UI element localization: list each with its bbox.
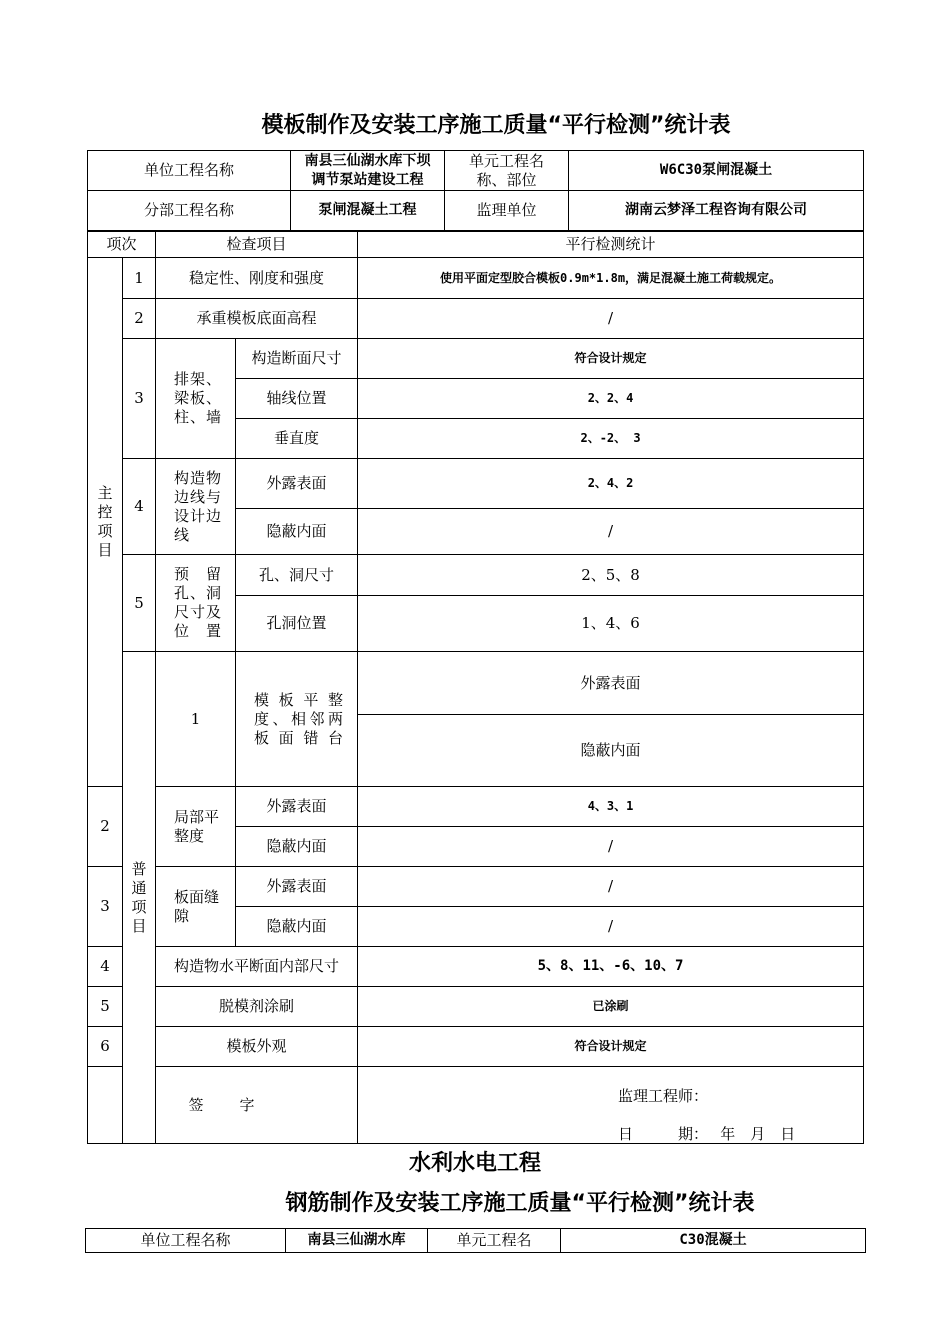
unit-project-value: 南县三仙湖水库下坝调节泵站建设工程 (291, 151, 445, 191)
row-item: 稳定性、刚度和强度 (156, 258, 358, 299)
row-value: 符合设计规定 (358, 1027, 864, 1067)
row-value: 符合设计规定 (358, 339, 864, 379)
row-subitem: 隐蔽内面 (236, 907, 358, 947)
row-group: 排架、梁板、柱、墙 (156, 339, 236, 459)
element-value: W6C30泵闸混凝土 (569, 151, 864, 191)
row-no: 1 (156, 652, 236, 787)
unit-project-label: 单位工程名称 (88, 151, 291, 191)
row-subitem: 隐蔽内面 (236, 827, 358, 867)
row-group: 模板平整度、相邻两板面错台 (236, 652, 358, 787)
row-no: 4 (88, 947, 123, 987)
header-table-2 (85, 1228, 866, 1253)
row-value: 1、4、6 (358, 596, 864, 652)
row-value: / (358, 827, 864, 867)
row-subitem: 外露表面 (236, 459, 358, 509)
row-no: 2 (123, 299, 156, 339)
engineer-label: 监理工程师： (618, 1087, 709, 1105)
section-title: 水利水电工程 (408, 1151, 541, 1176)
element-value-2: C30混凝土 (561, 1229, 866, 1253)
sub-project-value: 泵闸混凝土工程 (291, 191, 445, 231)
row-value: / (358, 907, 864, 947)
row-subitem: 孔、洞尺寸 (236, 555, 358, 596)
row-subitem: 隐蔽内面 (236, 509, 358, 555)
row-no: 3 (88, 867, 123, 947)
group-main: 主控项目 (88, 258, 123, 787)
element-label: 单元工程名称、部位 (445, 151, 569, 191)
row-no: 2 (88, 787, 123, 867)
row-item: 脱模剂涂刷 (156, 987, 358, 1027)
form-title-2: 钢筋制作及安装工序施工质量“平行检测”统计表 (285, 1191, 755, 1216)
row-group: 局部平整度 (156, 787, 236, 867)
header-table (87, 150, 864, 231)
row-no: 6 (88, 1027, 123, 1067)
row-subitem: 垂直度 (236, 419, 358, 459)
row-value: 已涂刷 (358, 987, 864, 1027)
row-value: 4、3、1 (358, 787, 864, 827)
col-check-item: 检查项目 (156, 232, 358, 258)
row-value: 2、4、2 (358, 459, 864, 509)
row-subitem: 外露表面 (358, 652, 864, 715)
unit-project-label-2: 单位工程名称 (86, 1229, 286, 1253)
element-label-2: 单元工程名 (428, 1229, 561, 1253)
row-no: 3 (123, 339, 156, 459)
unit-project-value-2: 南县三仙湖水库 (286, 1229, 428, 1253)
row-value: 2、5、8 (358, 555, 864, 596)
row-group: 板面缝隙 (156, 867, 236, 947)
row-group: 构造物边线与设计边线 (156, 459, 236, 555)
row-no: 4 (123, 459, 156, 555)
row-item: 模板外观 (156, 1027, 358, 1067)
row-subitem: 构造断面尺寸 (236, 339, 358, 379)
row-group: 预留孔、洞尺寸及位置 (156, 555, 236, 652)
row-value: / (358, 299, 864, 339)
col-item-no: 项次 (88, 232, 156, 258)
signature-label: 签 字 (88, 1067, 358, 1144)
group-general: 普通项目 (123, 652, 156, 1144)
row-subitem: 孔洞位置 (236, 596, 358, 652)
row-value: 2、-2、 3 (358, 419, 864, 459)
row-value: 使用平面定型胶合模板0.9m*1.8m，满足混凝土施工荷载规定。 (358, 258, 864, 299)
row-subitem: 轴线位置 (236, 379, 358, 419)
row-subitem: 外露表面 (236, 867, 358, 907)
row-value: 2、2、4 (358, 379, 864, 419)
row-value: / (358, 867, 864, 907)
signature-area (358, 1067, 864, 1144)
supervisor-value: 湖南云梦泽工程咨询有限公司 (569, 191, 864, 231)
row-item: 承重模板底面高程 (156, 299, 358, 339)
row-subitem: 隐蔽内面 (358, 715, 864, 787)
row-no: 5 (88, 987, 123, 1027)
sub-project-label: 分部工程名称 (88, 191, 291, 231)
row-item: 构造物水平断面内部尺寸 (156, 947, 358, 987)
inspection-table (87, 231, 864, 1144)
row-value: 5、8、11、-6、10、7 (358, 947, 864, 987)
date-label: 日 期： 年 月 日 (618, 1125, 796, 1143)
row-no: 1 (123, 258, 156, 299)
row-no: 5 (123, 555, 156, 652)
row-subitem: 外露表面 (236, 787, 358, 827)
col-stats: 平行检测统计 (358, 232, 864, 258)
row-value: / (358, 509, 864, 555)
form-title: 模板制作及安装工序施工质量“平行检测”统计表 (261, 113, 731, 138)
supervisor-label: 监理单位 (445, 191, 569, 231)
